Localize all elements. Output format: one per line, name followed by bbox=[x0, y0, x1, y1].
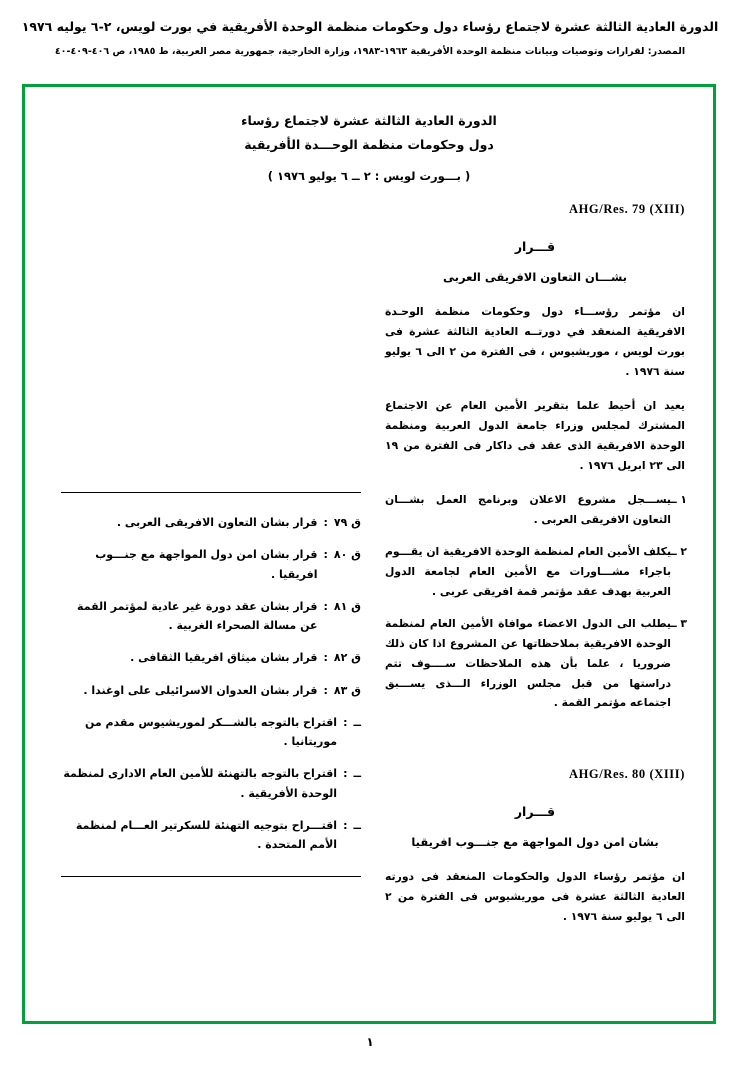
resolution-79-item-3-number: ٣ ــ bbox=[669, 616, 687, 630]
resolution-heading-80: قـــرار bbox=[514, 804, 556, 820]
page-number: ١ bbox=[366, 1035, 374, 1049]
contents-bottom-divider bbox=[61, 876, 361, 877]
contents-item-2-text: قرار بشان عقد دورة غير عادية لمؤتمر القمة عن مسالة الصحراء الغربية . bbox=[77, 599, 318, 632]
header-title-line: الدورة العادية الثالثة عشرة لاجتماع رؤساء دول وحكومات منظمة الوحدة الأفريقية في بورت لويس، ٢-٦ يوليه ١٩٧٦ bbox=[21, 19, 719, 34]
contents-item-3-colon: : bbox=[323, 651, 328, 665]
contents-item-7-key: ــ bbox=[353, 818, 361, 832]
contents-item-2-colon: : bbox=[323, 599, 328, 613]
resolution-80-paragraph-1: ان مؤتمر رؤساء الدول والحكومات المنعقد فى دورته العادية الثالثة عشرة فى موريشيوس فى الفترة من ٢ الى ٦ يوليو سنة ١٩٧٦ . bbox=[385, 870, 685, 924]
resolution-79-item-2 bbox=[385, 542, 685, 602]
page-title-line-1: الدورة العادية الثالثة عشرة لاجتماع رؤساء bbox=[241, 113, 497, 128]
resolution-79-paragraph-2: يعيد ان أحيط علما بتقرير الأمين العام عن الاجتماع المشترك لمجلس وزراء جامعة الدول العربية ومنظمة الوحدة الافريقية الذى عقد فى داكار فى الفترة من ١٩ الى ٢٣ ابريل ١٩٧٦ . bbox=[385, 398, 685, 472]
contents-item-2[interactable] bbox=[61, 597, 361, 636]
contents-item-4-colon: : bbox=[323, 683, 328, 697]
resolution-79-item-3-text: يطلب الى الدول الاعضاء موافاة الأمين العام لمنظمة الوحدة الافريقية بملاحظاتها عن المشروع اذا كان ذلك ضروريا ، علما بأن هذه الملاحظات ســــوف تتم دراستها من قبل مجلس الوزراء الـــذى يســـبق اجتماعه مؤتمر القمة . bbox=[385, 616, 671, 710]
page-title-dateline: ( بـــورت لويس : ٢ ــ ٦ يوليو ١٩٧٦ ) bbox=[267, 168, 471, 183]
resolution-79-item-1-number: ١ ــ bbox=[669, 492, 687, 506]
contents-item-2-key: ق ٨١ bbox=[333, 599, 361, 613]
contents-item-0[interactable] bbox=[61, 513, 361, 532]
contents-item-0-text: قرار بشان التعاون الافريقى العربى . bbox=[116, 516, 318, 529]
contents-item-4[interactable] bbox=[61, 681, 361, 700]
contents-item-6-colon: : bbox=[343, 767, 348, 781]
column-contents bbox=[61, 492, 361, 877]
header-source-line: المصدر: لقرارات وتوصيات وبيانات منظمة الوحدة الأفريقية ١٩٦٣-١٩٨٣، وزارة الخارجية، جمهورية مصر العربية، ط ١٩٨٥، ص ٤٠٦-٤٠٩-٤٠ bbox=[54, 45, 686, 57]
contents-item-5-text: اقتراح بالتوجه بالشـــكر لموريشيوس مقدم من موريتانيا . bbox=[84, 715, 338, 748]
contents-item-0-colon: : bbox=[323, 516, 328, 529]
contents-top-divider bbox=[61, 492, 361, 493]
contents-item-4-key: ق ٨٣ bbox=[333, 683, 361, 697]
resolution-code-80: AHG/Res. 80 (XIII) bbox=[568, 767, 685, 782]
contents-item-4-text: قرار بشان العدوان الاسرائيلى على اوغندا . bbox=[83, 683, 318, 697]
resolution-79-item-1-text: يســـجل مشروع الاعلان وبرنامج العمل بشـــان التعاون الافريقى العربى . bbox=[385, 492, 671, 526]
contents-item-5[interactable] bbox=[61, 713, 361, 752]
contents-item-5-key: ــ bbox=[353, 715, 361, 729]
contents-item-7-colon: : bbox=[343, 818, 348, 832]
resolution-79-item-1 bbox=[385, 490, 685, 530]
resolution-79-item-2-number: ٢ ــ bbox=[669, 544, 687, 558]
document-header bbox=[0, 18, 740, 59]
contents-item-1-colon: : bbox=[323, 548, 328, 562]
contents-item-5-colon: : bbox=[343, 715, 348, 729]
page-title bbox=[25, 109, 713, 183]
contents-item-6[interactable] bbox=[61, 764, 361, 803]
page-frame bbox=[22, 84, 716, 1024]
contents-item-0-key: ق ٧٩ bbox=[333, 516, 361, 529]
resolution-79-item-2-text: يكلف الأمين العام لمنظمة الوحدة الافريقية ان يقـــوم باجراء مشـــاورات مع الأمين العام لجامعة الدول العربية بهدف عقد مؤتمر قمة افريقى عربى . bbox=[385, 544, 671, 598]
contents-item-1[interactable] bbox=[61, 545, 361, 584]
contents-item-7-text: اقتـــراح بتوجيه التهنئة للسكرتير العـــام لمنظمة الأمم المتحدة . bbox=[75, 818, 338, 851]
page-title-line-2: دول وحكومات منظمة الوحـــدة الأفريقية bbox=[244, 136, 494, 152]
column-resolutions bbox=[385, 202, 685, 941]
contents-item-1-key: ق ٨٠ bbox=[333, 548, 361, 562]
contents-item-7[interactable] bbox=[61, 816, 361, 855]
contents-item-6-text: اقتراح بالتوجه بالتهنئة للأمين العام الادارى لمنظمة الوحدة الأفريقية . bbox=[63, 767, 338, 800]
resolution-subject-80: بشان امن دول المواجهة مع جنـــوب افريقيا bbox=[411, 835, 659, 850]
resolution-79-item-3 bbox=[385, 614, 685, 714]
resolution-subject-79: بشـــان التعاون الافريقى العربى bbox=[443, 270, 627, 284]
contents-item-1-text: قرار بشان امن دول المواجهة مع جنـــوب افريقيا . bbox=[95, 548, 318, 581]
resolution-code-79: AHG/Res. 79 (XIII) bbox=[568, 202, 685, 216]
contents-item-3-key: ق ٨٢ bbox=[333, 651, 361, 665]
contents-item-3-text: قرار بشان ميثاق افريقيا الثقافى . bbox=[130, 651, 318, 665]
body-columns bbox=[25, 202, 719, 1012]
contents-item-3[interactable] bbox=[61, 648, 361, 667]
contents-item-6-key: ــ bbox=[353, 767, 361, 781]
resolution-heading-79: قـــرار bbox=[514, 239, 556, 254]
resolution-79-paragraph-1: ان مؤتمر رؤســـاء دول وحكومات منظمة الوحـدة الافريقية المنعقد في دورتــه العادية الثالثة عشرة فى بورت لويس ، موريشيوس ، فى الفترة من ٢ الى ٦ يوليو سنة ١٩٧٦ . bbox=[385, 305, 685, 378]
